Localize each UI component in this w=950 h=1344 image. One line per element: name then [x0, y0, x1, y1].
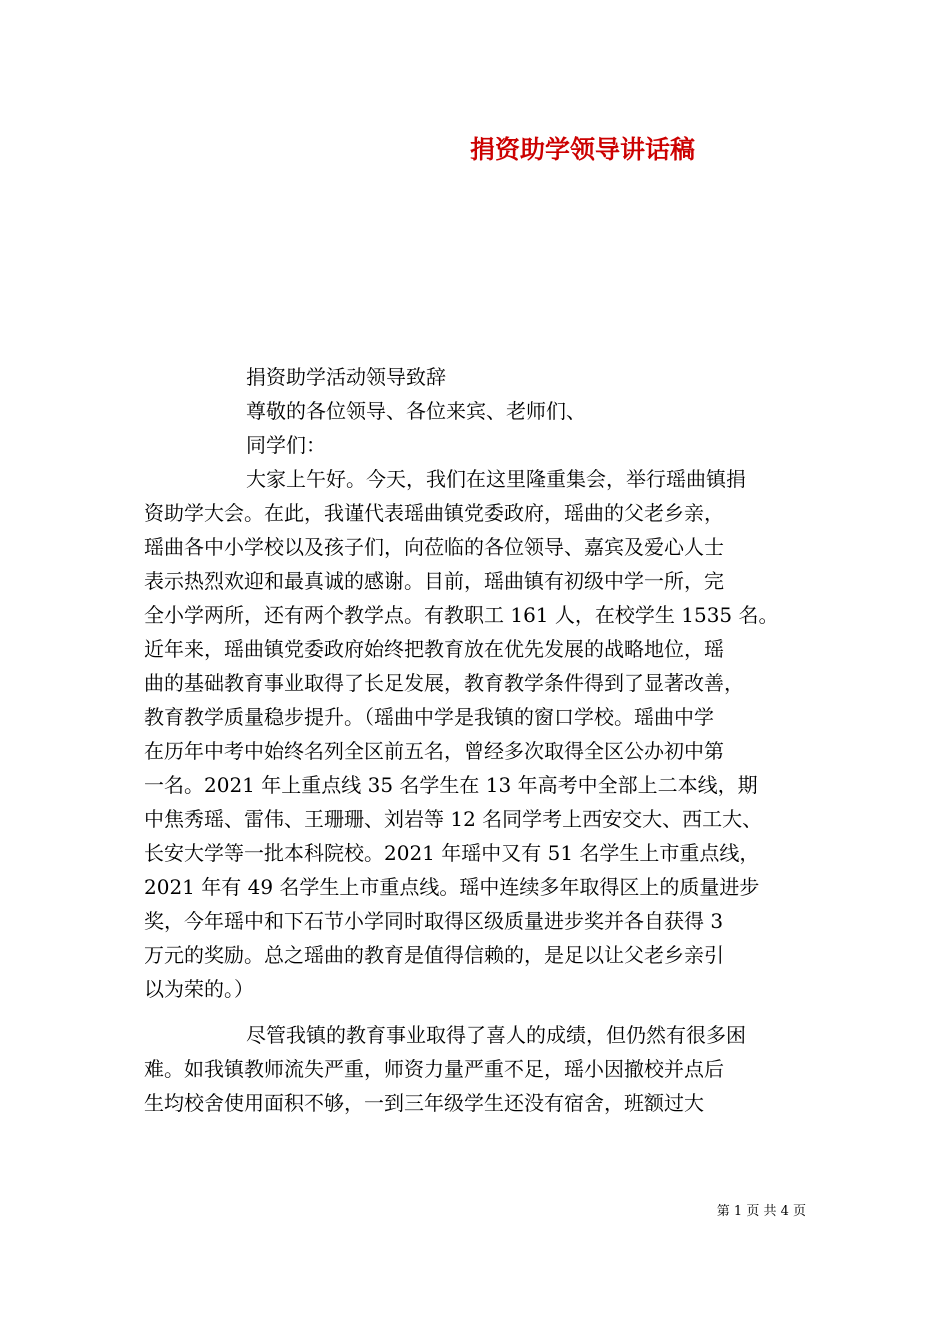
- paragraph-line: 万元的奖励。总之瑶曲的教育是值得信赖的，是足以让父老乡亲引: [144, 943, 724, 967]
- paragraph-line: 长安大学等一批本科院校。2021 年瑶中又有 51 名学生上市重点线，: [144, 841, 760, 865]
- paragraph-line: 一名。2021 年上重点线 35 名学生在 13 年高考中全部上二本线，期: [144, 773, 758, 797]
- paragraph-line: 奖，今年瑶中和下石节小学同时取得区级质量进步奖并各自获得 3: [144, 909, 724, 933]
- document-body: [144, 360, 804, 1120]
- paragraph-line: 大家上午好。今天，我们在这里隆重集会，举行瑶曲镇捐: [246, 467, 746, 491]
- paragraph-line: 近年来，瑶曲镇党委政府始终把教育放在优先发展的战略地位，瑶: [144, 637, 724, 661]
- paragraph-line: 生均校舍使用面积不够，一到三年级学生还没有宿舍，班额过大: [144, 1091, 704, 1115]
- speech-heading: 捐资助学活动领导致辞: [246, 365, 446, 389]
- paragraph-line: 表示热烈欢迎和最真诚的感谢。目前，瑶曲镇有初级中学一所，完: [144, 569, 724, 593]
- paragraph-line: 全小学两所，还有两个教学点。有教职工 161 人，在校学生 1535 名。: [144, 603, 779, 627]
- paragraph-line: 以为荣的。）: [144, 977, 254, 1001]
- paragraph-line: 难。如我镇教师流失严重，师资力量严重不足，瑶小因撤校并点后: [144, 1057, 724, 1081]
- salutation-line: 同学们：: [246, 433, 326, 457]
- page-number: 第 1 页 共 4 页: [716, 1204, 806, 1219]
- paragraph-line: 曲的基础教育事业取得了长足发展，教育教学条件得到了显著改善，: [144, 671, 744, 695]
- paragraph-line: 2021 年有 49 名学生上市重点线。瑶中连续多年取得区上的质量进步: [144, 875, 760, 899]
- paragraph-line: 在历年中考中始终名列全区前五名，曾经多次取得全区公办初中第: [144, 739, 724, 763]
- salutation-line: 尊敬的各位领导、各位来宾、老师们、: [246, 399, 586, 423]
- paragraph-line: 中焦秀瑶、雷伟、王珊珊、刘岩等 12 名同学考上西安交大、西工大、: [144, 807, 763, 831]
- paragraph-line: 尽管我镇的教育事业取得了喜人的成绩，但仍然有很多困: [246, 1023, 746, 1047]
- paragraph-line: 资助学大会。在此，我谨代表瑶曲镇党委政府，瑶曲的父老乡亲，: [144, 501, 724, 525]
- page-title: 捐资助学领导讲话稿: [470, 135, 696, 164]
- paragraph-line: 教育教学质量稳步提升。（瑶曲中学是我镇的窗口学校。瑶曲中学: [144, 705, 714, 729]
- paragraph-line: 瑶曲各中小学校以及孩子们，向莅临的各位领导、嘉宾及爱心人士: [144, 535, 724, 559]
